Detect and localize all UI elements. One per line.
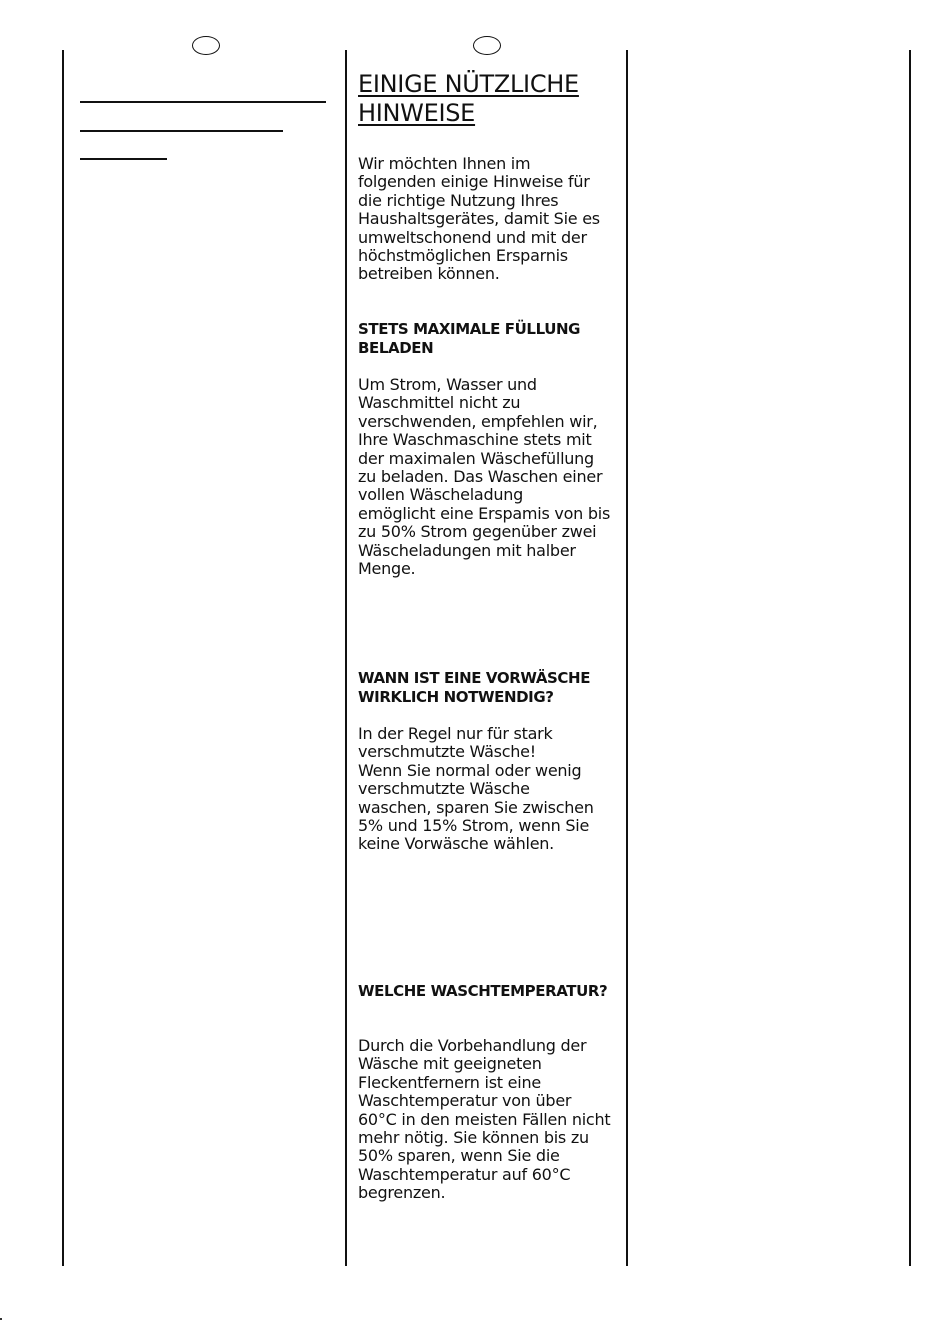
language-badge-empty-left	[192, 36, 220, 55]
section-body-temperature: Durch die Vorbehandlung der Wäsche mit geeigneten Fleckentfernern ist eine Waschtemperatur von über 60°C in den meisten Fällen nicht mehr nötig. Sie können bis zu 50% sparen, wenn Sie die Waschtemperatur auf 60°C begrenzen.	[358, 1036, 611, 1203]
blank-title-line-2	[80, 130, 283, 132]
section-heading-prewash: WANN IST EINE VORWÄSCHE WIRKLICH NOTWENDIG?	[358, 669, 591, 706]
intro-paragraph: Wir möchten Ihnen im folgenden einige Hinweise für die richtige Nutzung Ihres Haushaltsgerätes, damit Sie es umweltschonend und mit der höchstmöglichen Ersparnis betreiben können.	[358, 154, 600, 284]
page-title-line-1: EINIGE NÜTZLICHE	[358, 70, 579, 98]
column-divider-center-right	[626, 50, 628, 1266]
section-body-full-load: Um Strom, Wasser und Waschmittel nicht zu verschwenden, empfehlen wir, Ihre Waschmaschine stets mit der maximalen Wäschefüllung zu beladen. Das Waschen einer vollen Wäscheladung emöglicht eine Erspamis von bis zu 50% Strom gegenüber zwei Wäscheladungen mit halber Menge.	[358, 375, 611, 579]
language-badge-empty-center	[473, 36, 501, 55]
blank-title-line-1	[80, 101, 326, 103]
page-title	[358, 70, 620, 128]
section-heading-temperature: WELCHE WASCHTEMPERATUR?	[358, 982, 608, 1000]
section-body-prewash: In der Regel nur für stark verschmutzte Wäsche! Wenn Sie normal oder wenig verschmutzte Wäsche waschen, sparen Sie zwischen 5% und 15% Strom, wenn Sie keine Vorwäsche wählen.	[358, 724, 594, 854]
scan-dot	[0, 1318, 2, 1320]
section-heading-full-load: STETS MAXIMALE FÜLLUNG BELADEN	[358, 320, 581, 357]
column-divider-center-left	[345, 50, 347, 1266]
german-column	[358, 70, 620, 1203]
column-divider-left	[62, 50, 64, 1266]
column-divider-right	[909, 50, 911, 1266]
page-title-line-2: HINWEISE	[358, 99, 476, 127]
blank-title-line-3	[80, 158, 167, 160]
